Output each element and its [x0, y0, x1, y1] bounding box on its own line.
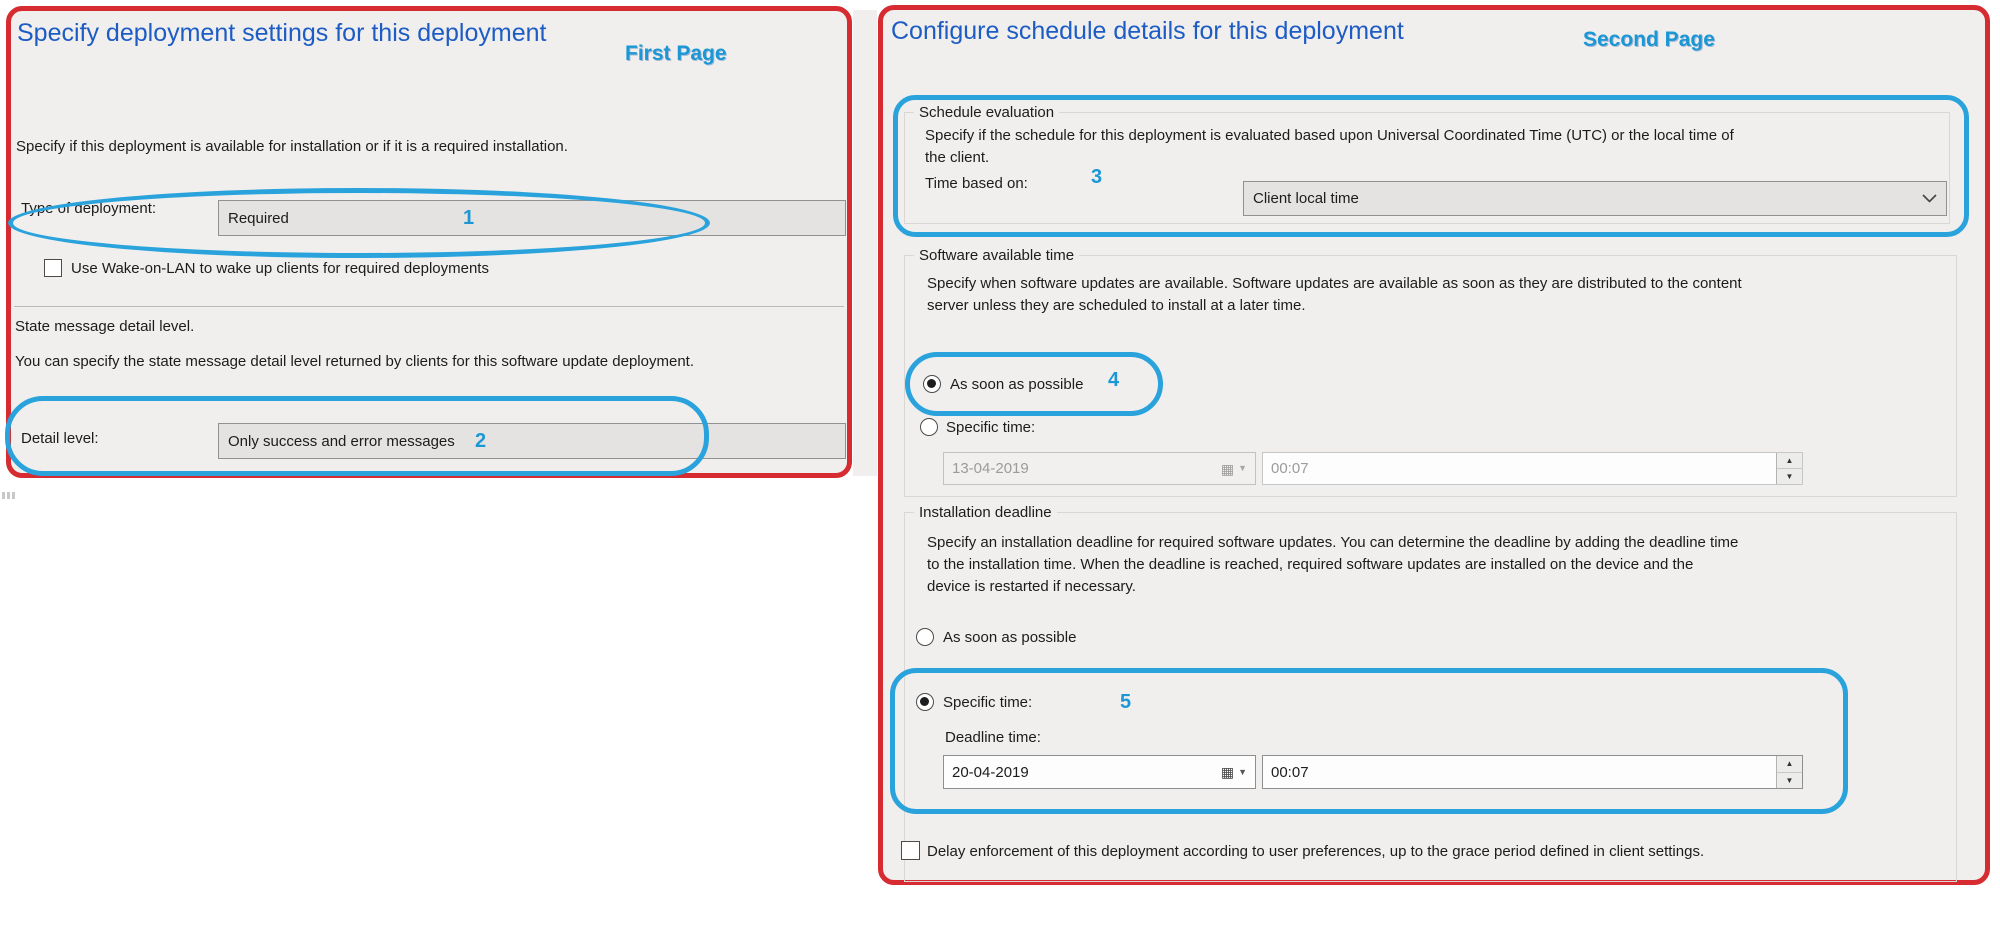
dropdown-arrow-icon[interactable]: ▼	[1238, 766, 1247, 777]
section-divider	[14, 306, 844, 307]
delay-enforcement-label: Delay enforcement of this deployment according to user preferences, up to the grace period defined in client settings.	[927, 843, 1705, 860]
deployment-settings-panel	[6, 6, 852, 478]
installation-deadline-desc-line2: to the installation time. When the deadline is reached, required software updates are installed on the device and the	[927, 556, 1694, 573]
available-specific-time-radio[interactable]	[920, 418, 938, 436]
dropdown-arrow-icon[interactable]: ▼	[1238, 463, 1247, 473]
deadline-time-input[interactable]	[1262, 755, 1803, 789]
deadline-date-input[interactable]	[943, 755, 1256, 789]
type-of-deployment-dropdown[interactable]	[218, 200, 846, 236]
time-spinner[interactable]	[1776, 453, 1802, 484]
annotation-number-1: 1	[463, 207, 475, 229]
second-page-label: Second Page	[1583, 28, 1715, 51]
screenshot-artifact	[2, 492, 15, 499]
left-screenshot-edge	[853, 10, 877, 476]
deadline-time-value: 00:07	[1271, 763, 1309, 781]
available-asap-label: As soon as possible	[950, 376, 1084, 393]
annotation-number-3: 3	[1091, 166, 1103, 188]
delay-enforcement-checkbox[interactable]	[901, 841, 920, 860]
time-based-on-value: Client local time	[1253, 190, 1359, 207]
available-specific-time-label: Specific time:	[946, 419, 1036, 436]
available-time-input[interactable]	[1262, 452, 1803, 485]
type-of-deployment-label: Type of deployment:	[21, 200, 157, 217]
software-available-time-group-label: Software available time	[914, 247, 1079, 264]
installation-deadline-desc-line1: Specify an installation deadline for required software updates. You can determine the deadline by adding the deadline time	[927, 534, 1739, 551]
deadline-time-label: Deadline time:	[945, 729, 1041, 746]
installation-deadline-desc-line3: device is restarted if necessary.	[927, 578, 1136, 595]
time-spinner[interactable]	[1776, 756, 1802, 788]
available-date-value: 13-04-2019	[952, 460, 1029, 477]
first-page-label: First Page	[625, 42, 727, 65]
installation-deadline-group-label: Installation deadline	[914, 504, 1057, 521]
detail-level-value: Only success and error messages	[228, 432, 455, 450]
time-based-on-dropdown[interactable]	[1243, 181, 1947, 216]
deadline-specific-time-label: Specific time:	[943, 694, 1033, 711]
detail-level-dropdown[interactable]	[218, 423, 846, 459]
schedule-evaluation-desc-line1: Specify if the schedule for this deployment is evaluated based upon Universal Coordinated Time (UTC) or the local time of	[925, 127, 1734, 144]
page-title: Specify deployment settings for this deployment	[17, 19, 547, 47]
spin-down-icon[interactable]: ▼	[1785, 775, 1794, 785]
state-message-description: You can specify the state message detail level returned by clients for this software update deployment.	[15, 353, 694, 370]
spin-down-icon[interactable]: ▼	[1785, 472, 1794, 481]
spin-up-icon[interactable]: ▲	[1777, 756, 1802, 773]
software-available-desc-line1: Specify when software updates are available. Software updates are available as soon as they are distributed to the content	[927, 275, 1742, 292]
annotation-number-4: 4	[1108, 369, 1120, 391]
available-time-value: 00:07	[1271, 460, 1309, 477]
page-title: Configure schedule details for this deployment	[891, 17, 1404, 45]
spin-up-icon[interactable]: ▲	[1777, 453, 1802, 469]
available-date-input[interactable]	[943, 452, 1256, 485]
wake-on-lan-checkbox[interactable]	[44, 259, 62, 277]
deadline-specific-time-radio[interactable]	[916, 693, 934, 711]
deployment-intro-text: Specify if this deployment is available for installation or if it is a required installation.	[16, 138, 568, 155]
deadline-asap-radio[interactable]	[916, 628, 934, 646]
detail-level-label: Detail level:	[21, 430, 99, 447]
deadline-date-value: 20-04-2019	[952, 763, 1029, 781]
wake-on-lan-label: Use Wake-on-LAN to wake up clients for required deployments	[71, 260, 489, 277]
annotation-number-5: 5	[1120, 691, 1132, 713]
schedule-evaluation-group-label: Schedule evaluation	[914, 104, 1059, 121]
type-of-deployment-value: Required	[228, 209, 289, 227]
software-available-desc-line2: server unless they are scheduled to install at a later time.	[927, 297, 1306, 314]
calendar-icon: ▦	[1220, 764, 1235, 780]
calendar-icon: ▦	[1220, 460, 1235, 477]
available-asap-radio[interactable]	[923, 375, 941, 393]
state-message-heading: State message detail level.	[15, 318, 195, 335]
chevron-down-icon	[1922, 194, 1937, 203]
annotation-number-2: 2	[475, 430, 487, 452]
schedule-details-panel	[878, 5, 1990, 885]
time-based-on-label: Time based on:	[925, 175, 1028, 192]
schedule-evaluation-desc-line2: the client.	[925, 149, 990, 166]
deadline-asap-label: As soon as possible	[943, 629, 1077, 646]
